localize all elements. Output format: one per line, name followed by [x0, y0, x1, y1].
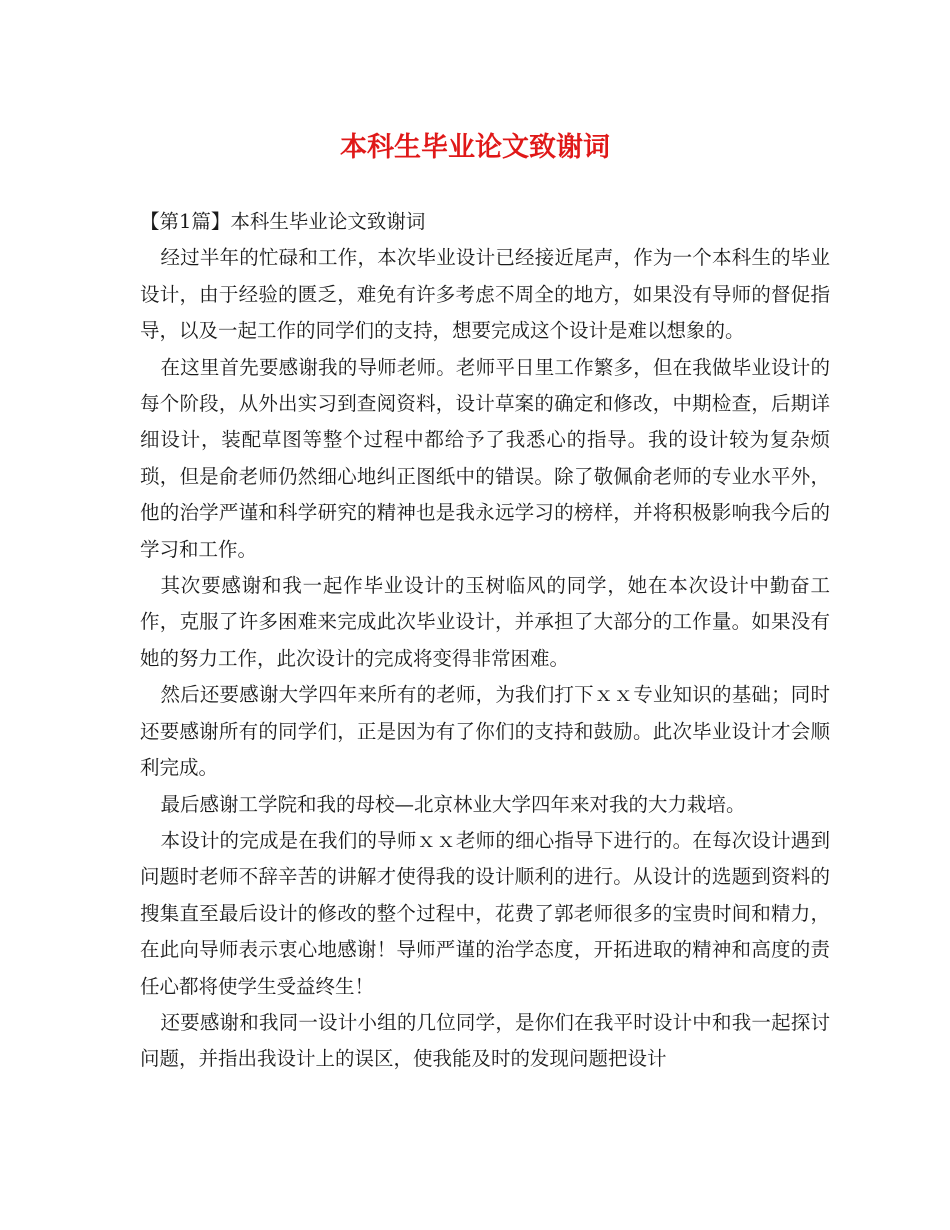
paragraph-3: 其次要感谢和我一起作毕业设计的玉树临风的同学，她在本次设计中勤奋工作，克服了许多困难来完成此次毕业设计，并承担了大部分的工作量。如果没有她的努力工作，此次设计的完成将变得非常困难。	[140, 574, 830, 670]
document-body	[140, 204, 830, 1078]
paragraph-7: 还要感谢和我同一设计小组的几位同学，是你们在我平时设计中和我一起探讨问题，并指出我设计上的误区，使我能及时的发现问题把设计	[140, 1010, 830, 1071]
section-heading: 【第1篇】本科生毕业论文致谢词	[140, 210, 426, 233]
paragraph-4: 然后还要感谢大学四年来所有的老师，为我们打下ｘｘ专业知识的基础；同时还要感谢所有的同学们，正是因为有了你们的支持和鼓励。此次毕业设计才会顺利完成。	[140, 683, 830, 780]
paragraph-1: 经过半年的忙碌和工作，本次毕业设计已经接近尾声，作为一个本科生的毕业设计，由于经验的匮乏，难免有许多考虑不周全的地方，如果没有导师的督促指导，以及一起工作的同学们的支持，想要完成这个设计是难以想象的。	[140, 246, 830, 343]
paragraph-6: 本设计的完成是在我们的导师ｘｘ老师的细心指导下进行的。在每次设计遇到问题时老师不辞辛苦的讲解才使得我的设计顺利的进行。从设计的选题到资料的搜集直至最后设计的修改的整个过程中，花费了郭老师很多的宝贵时间和精力，在此向导师表示衷心地感谢！导师严谨的治学态度，开拓进取的精神和高度的责任心都将使学生受益终生！	[140, 828, 830, 998]
paragraph-5: 最后感谢工学院和我的母校—北京林业大学四年来对我的大力栽培。	[160, 792, 746, 816]
paragraph-2: 在这里首先要感谢我的导师老师。老师平日里工作繁多，但在我做毕业设计的每个阶段，从外出实习到查阅资料，设计草案的确定和修改，中期检查，后期详细设计，装配草图等整个过程中都给予了我悉心的指导。我的设计较为复杂烦琐，但是俞老师仍然细心地纠正图纸中的错误。除了敬佩俞老师的专业水平外，他的治学严谨和科学研究的精神也是我永远学习的榜样，并将积极影响我今后的学习和工作。	[140, 355, 830, 561]
document-title: 本科生毕业论文致谢词	[340, 132, 610, 163]
